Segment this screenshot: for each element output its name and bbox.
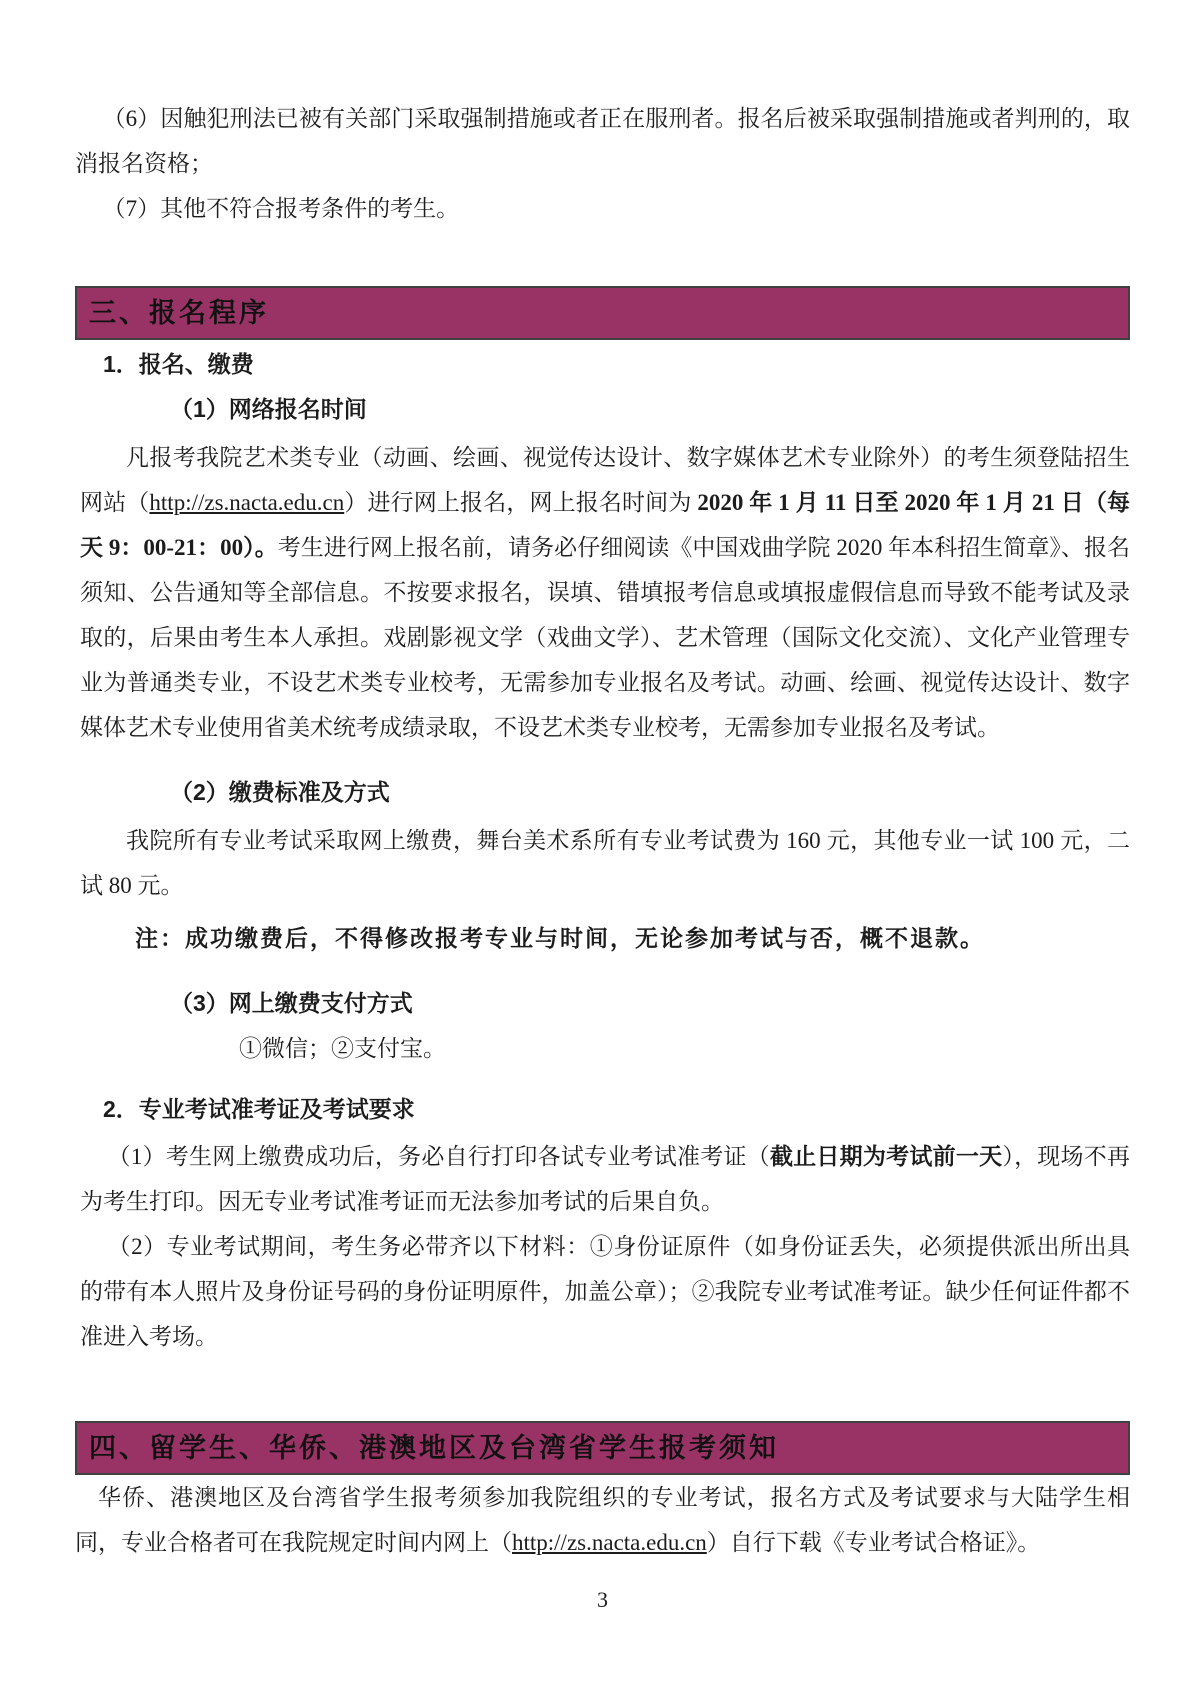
- admissions-site-link-2[interactable]: http://zs.nacta.edu.cn: [512, 1530, 707, 1555]
- paragraph-print-ticket: [80, 1134, 1130, 1224]
- section-three-banner: [75, 286, 1130, 340]
- text-run: （1）考生网上缴费成功后，务必自行打印各试专业考试准考证（: [107, 1144, 770, 1169]
- heading-payment-standard: （2）缴费标准及方式: [170, 779, 390, 805]
- text-run: 凡报考我院艺术类专业（动画、绘画、视觉传达设计、数字媒体艺术专业除外）的考生须登陆招生网站（: [80, 445, 1130, 515]
- text-run: ）进行网上报名，网上报名时间为: [344, 490, 698, 515]
- registration-dates-bold: 2020 年 1 月 11 日至 2020 年 1 月 21 日（每天 9：00-21：00）。: [80, 490, 1131, 560]
- paragraph-required-materials: （2）专业考试期间，考生务必带齐以下材料：①身份证原件（如身份证丢失，必须提供派出所出具的带有本人照片及身份证号码的身份证明原件，加盖公章）；②我院专业考试准考证。缺少任何证件都不准进入考场。: [80, 1234, 1130, 1349]
- intro-item-6: （6）因触犯刑法已被有关部门采取强制措施或者正在服刑者。报名后被采取强制措施或者判刑的，取消报名资格；: [75, 106, 1130, 176]
- paragraph-payment-options: ①微信；②支付宝。: [239, 1036, 446, 1061]
- paragraph-exam-fee: 我院所有专业考试采取网上缴费，舞台美术系所有专业考试费为 160 元，其他专业一试 100 元，二试 80 元。: [80, 828, 1130, 898]
- page-number: 3: [597, 1587, 608, 1612]
- section-four-banner: [75, 1421, 1130, 1475]
- text-run: 考生进行网上报名前，请务必仔细阅读《中国戏曲学院 2020 年本科招生简章》、报名须知、公告通知等全部信息。不按要求报名，误填、错填报考信息或填报虚假信息而导致不能考试及录取的，后果由考生本人承担。戏剧影视文学（戏曲文学）、艺术管理（国际文化交流）、文化产业管理专业为普通类专业，不设艺术类专业校考，无需参加专业报名及考试。动画、绘画、视觉传达设计、数字媒体艺术专业使用省美术统考成绩录取，不设艺术类专业校考，无需参加专业报名及考试。: [80, 535, 1130, 740]
- text-run: 华侨、港澳地区及台湾省学生报考须参加我院组织的专业考试，报名方式及考试要求与大陆学生相同，专业合格者可在我院规定时间内网上（: [75, 1485, 1130, 1555]
- text-run: ）自行下载《专业考试合格证》。: [706, 1530, 1041, 1555]
- admissions-site-link[interactable]: http://zs.nacta.edu.cn: [149, 490, 345, 515]
- text-run: ），现场不再为考生打印。因无专业考试准考证而无法参加考试的后果自负。: [80, 1144, 1131, 1214]
- deadline-bold: 截止日期为考试前一天: [769, 1144, 1003, 1169]
- note-no-refund: 注：成功缴费后，不得修改报考专业与时间，无论参加考试与否，概不退款。: [135, 926, 985, 951]
- section-four-title: 四、留学生、华侨、港澳地区及台湾省学生报考须知: [89, 1433, 779, 1463]
- section-three-title: 三、报名程序: [89, 298, 269, 328]
- intro-item-7: （7）其他不符合报考条件的考生。: [102, 196, 460, 221]
- paragraph-online-registration: [80, 435, 1130, 750]
- heading-registration-payment: 1．报名、缴费: [103, 351, 254, 377]
- paragraph-overseas-students: [75, 1475, 1130, 1565]
- heading-online-payment-method: （3）网上缴费支付方式: [170, 990, 413, 1016]
- heading-exam-ticket-requirements: 2．专业考试准考证及考试要求: [103, 1096, 415, 1122]
- heading-online-registration-time: （1）网络报名时间: [170, 396, 367, 422]
